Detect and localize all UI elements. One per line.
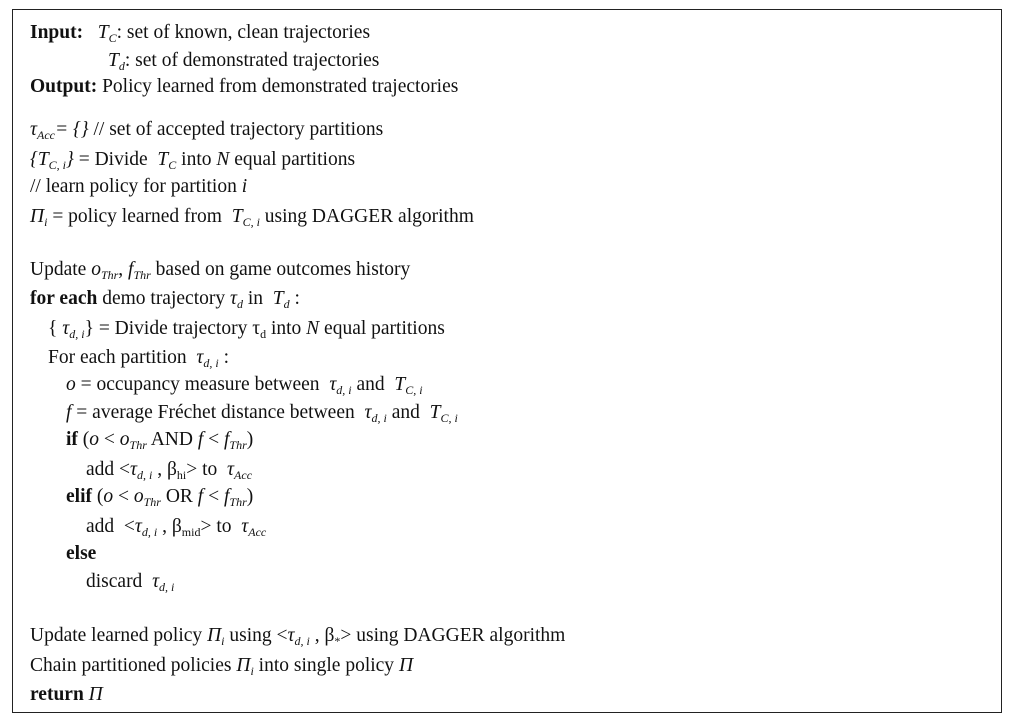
partition-line <box>30 148 355 172</box>
tc-var: T <box>97 22 109 43</box>
ci-sub: C, i <box>405 383 423 397</box>
tau-symbol: τ <box>30 119 37 140</box>
td-var: T <box>108 50 119 71</box>
divide-text: = Divide <box>73 149 158 170</box>
f-var: f <box>66 402 72 423</box>
acc-sub: Acc <box>248 525 267 539</box>
in-text: in <box>242 288 273 309</box>
brace-close: } <box>66 149 74 170</box>
o-var: o <box>91 259 101 280</box>
empty-set: = {} <box>54 119 89 140</box>
pi-symbol: Π <box>236 655 251 676</box>
lt: < <box>99 429 120 450</box>
add-text: add < <box>86 516 135 537</box>
policy-T: T <box>231 206 243 227</box>
learn-comment-line <box>30 175 247 199</box>
thr-sub: Thr <box>129 438 147 452</box>
divide-T: T <box>157 149 169 170</box>
tau-symbol: τ <box>287 625 295 646</box>
using-open: using < <box>224 625 288 646</box>
tau-symbol: τ <box>241 516 249 537</box>
td-line <box>108 49 379 73</box>
and-text: and <box>386 402 430 423</box>
pi-symbol: Π <box>30 206 45 227</box>
output-keyword: Output: <box>30 76 98 97</box>
policy-T-sub: C, i <box>242 215 260 229</box>
occupancy-text: = occupancy measure between <box>75 374 330 395</box>
di-sub: d, i <box>141 525 158 539</box>
partition-sub: C, i <box>48 158 67 172</box>
for-each-keyword: for each <box>30 288 98 309</box>
pi-sub: i <box>250 664 254 678</box>
gt-to: > to <box>200 516 242 537</box>
comma: , <box>157 516 172 537</box>
di-sub: d, i <box>336 383 352 397</box>
lt: < <box>203 486 224 507</box>
elif-keyword: elif <box>66 486 92 507</box>
tau-symbol: τ <box>196 347 204 368</box>
and-keyword: AND <box>146 429 198 450</box>
o-var: o <box>66 374 76 395</box>
f-var: f <box>223 429 230 450</box>
update-thr-line <box>30 258 410 282</box>
di-sub: d, i <box>159 580 175 594</box>
N-var: N <box>306 318 320 339</box>
divide-traj-line <box>48 317 445 341</box>
frechet-line <box>66 401 458 425</box>
f-var: f <box>197 429 204 450</box>
into-single: into single policy <box>253 655 399 676</box>
return-pi: Π <box>88 684 103 705</box>
tau-symbol: τ <box>152 571 160 592</box>
di-sub: d, i <box>203 356 219 370</box>
using-dagger: using DAGGER algorithm <box>259 206 474 227</box>
tau-symbol: τ <box>364 402 372 423</box>
occupancy-line <box>66 373 423 397</box>
acc-sub: Acc <box>36 128 55 142</box>
output-line <box>30 75 458 99</box>
frechet-text: = average Fréchet distance between <box>71 402 365 423</box>
thr-sub: Thr <box>229 495 247 509</box>
T-var: T <box>272 288 284 309</box>
add-mid-line <box>86 515 266 539</box>
N-var: N <box>216 149 230 170</box>
paren-close: ) <box>246 429 254 450</box>
and-text: and <box>351 374 395 395</box>
f-var: f <box>223 486 230 507</box>
paren-open: ( <box>77 429 90 450</box>
chain-line <box>30 654 413 678</box>
i-var: i <box>241 176 248 197</box>
for-each-partition-line <box>48 346 229 370</box>
tau-symbol: τ <box>229 288 237 309</box>
output-description: Policy learned from demonstrated trajectories <box>102 76 459 97</box>
elif-line <box>66 485 253 509</box>
colon: : <box>218 347 229 368</box>
input-keyword: Input: <box>30 22 84 43</box>
policy-line <box>30 205 474 229</box>
paren-open: ( <box>91 486 104 507</box>
for-each-partition-text: For each partition <box>48 347 197 368</box>
paren-close: ) <box>246 486 254 507</box>
di-sub: d, i <box>294 634 310 648</box>
add-text: add < <box>86 459 131 480</box>
return-keyword: return <box>30 684 84 705</box>
equal-parts: equal partitions <box>229 149 356 170</box>
or-keyword: OR <box>160 486 198 507</box>
divide-traj-text: } = Divide trajectory τ <box>84 318 261 339</box>
tau-symbol: τ <box>329 374 337 395</box>
return-line <box>30 683 103 707</box>
pi-symbol: Π <box>207 625 222 646</box>
divide-traj-rest: into <box>266 318 307 339</box>
policy-learned-text: = policy learned from <box>47 206 232 227</box>
beta-symbol: β <box>324 625 335 646</box>
lt: < <box>203 429 224 450</box>
add-hi-line <box>86 458 252 482</box>
using-dagger: > using DAGGER algorithm <box>340 625 566 646</box>
di-sub: d, i <box>371 411 387 425</box>
ci-sub: C, i <box>440 411 458 425</box>
pi-sub: i <box>221 634 225 648</box>
hi-sub: hi <box>176 468 187 482</box>
acc-sub: Acc <box>234 468 253 482</box>
thr-sub: Thr <box>133 268 151 282</box>
if-line <box>66 428 253 452</box>
beta-symbol: β <box>166 459 177 480</box>
brace-open: { <box>30 149 38 170</box>
tau-symbol: τ <box>130 459 138 480</box>
comma: , <box>118 259 129 280</box>
acc-init-line <box>30 118 383 142</box>
equal-parts: equal partitions <box>319 318 445 339</box>
input-line <box>30 21 370 45</box>
comma: , <box>309 625 325 646</box>
discard-text: discard <box>86 571 153 592</box>
update-policy-line <box>30 624 565 648</box>
pi-symbol: Π <box>398 655 414 676</box>
pi-sub: i <box>44 215 48 229</box>
di-sub: d, i <box>137 468 153 482</box>
demo-traj: demo trajectory <box>97 288 230 309</box>
acc-comment: // set of accepted trajectory partitions <box>93 119 384 140</box>
f-var: f <box>197 486 204 507</box>
o-var: o <box>133 486 144 507</box>
d-sub: d <box>236 297 243 311</box>
thr-sub: Thr <box>229 438 247 452</box>
tau-symbol: τ <box>62 318 70 339</box>
tau-symbol: τ <box>227 459 235 480</box>
brace-open: { <box>48 318 63 339</box>
else-keyword: else <box>66 543 97 564</box>
d-sub: d <box>283 297 290 311</box>
tau-symbol: τ <box>134 516 142 537</box>
if-keyword: if <box>66 429 78 450</box>
gt-to: > to <box>186 459 228 480</box>
lt: < <box>113 486 134 507</box>
else-line <box>66 542 96 566</box>
beta-symbol: β <box>171 516 182 537</box>
o-var: o <box>119 429 130 450</box>
o-var: o <box>103 486 114 507</box>
td-description: : set of demonstrated trajectories <box>124 50 380 71</box>
discard-line <box>86 570 174 594</box>
mid-sub: mid <box>181 525 201 539</box>
thr-sub: Thr <box>100 268 119 282</box>
comma: , <box>152 459 167 480</box>
chain-text: Chain partitioned policies <box>30 655 237 676</box>
o-var: o <box>89 429 100 450</box>
tc-description: : set of known, clean trajectories <box>116 22 371 43</box>
update-rest: based on game outcomes history <box>150 259 411 280</box>
divide-sub: C <box>168 158 177 172</box>
learn-comment: // learn policy for partition <box>30 176 242 197</box>
partition-T: T <box>37 149 49 170</box>
thr-sub: Thr <box>143 495 161 509</box>
for-each-line <box>30 287 300 311</box>
update-text: Update <box>30 259 92 280</box>
divide-rest: into <box>176 149 217 170</box>
f-var: f <box>128 259 134 280</box>
T-var: T <box>394 374 406 395</box>
update-policy-text: Update learned policy <box>30 625 208 646</box>
T-var: T <box>429 402 441 423</box>
td-sub: d <box>118 59 125 73</box>
tc-sub: C <box>108 31 117 45</box>
di-sub: d, i <box>69 327 85 341</box>
colon: : <box>289 288 300 309</box>
divide-traj-sub: d <box>260 327 267 341</box>
star-sub: * <box>334 634 341 648</box>
